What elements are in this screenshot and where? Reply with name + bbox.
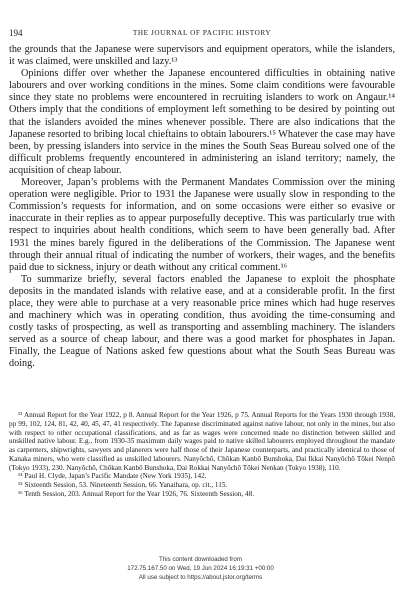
running-head: THE JOURNAL OF PACIFIC HISTORY xyxy=(132,29,272,37)
terms-link[interactable]: All use subject to https://about.jstor.org/terms xyxy=(138,574,263,581)
body-paragraph: Opinions differ over whether the Japanese encountered difficulties in obtaining native labourers and over working conditions in the mines. Some claim conditions were favourable since they state no problems were encountered in recruiting islanders to work on Angaur.¹⁴ Others imply that the conditions of employment left something to be desired by pointing out that the islanders avoided the mines whenever possible. There are also indications that the Japanese resorted to bribing local chieftains to obtain labourers.¹⁵ Whatever the case may have been, by pressing islanders into service in the mines the South Seas Bureau solved one of the difficult problems frequently encountered in administering an island territory; namely, the acquisition of cheap labour. xyxy=(9,68,395,176)
footnotes xyxy=(9,411,395,499)
download-line: 172.75.167.50 on Wed, 19 Jun 2024 16:19:31 +00:00 xyxy=(127,565,274,572)
body-paragraph: To summarize briefly, several factors enabled the Japanese to exploit the phosphate deposits in the mandated islands with relative ease, and at a considerable profit. In the first place, they were able to purchase at a very reasonable price mines which had huge reserves and machinery which was in operating condition, thus avoiding the time-consuming and costly tasks of prospecting, as well as transporting and assembling machinery. The islanders served as a source of cheap labour, and there was a good market for phosphates in Japan. Finally, the League of Nations asked few questions about what the South Seas Bureau was doing. xyxy=(9,273,395,370)
footnote: ¹⁴ Paul H. Clyde, Japan’s Pacific Mandate (New York 1935), 142. xyxy=(18,472,207,481)
page-header xyxy=(9,28,395,40)
body-paragraph: Moreover, Japan’s problems with the Permanent Mandates Commission over the mining operation were negligible. Prior to 1931 the Japanese were usually slow in responding to the Commission’s requests for information, and on some occasions were either so evasive or inaccurate in their replies as to appear purposefully deceptive. This was particularly true with respect to inquiries about health conditions, which seem to have been generally bad. After 1931 the mines barely figured in the deliberations of the Commission. The Japanese went through their annual ritual of indicating the number of workers, their wages, and the benefits paid due to sickness, injury or death without any critical comment.¹⁶ xyxy=(9,177,395,273)
download-line: This content downloaded from xyxy=(159,556,242,563)
article-body xyxy=(9,44,395,371)
page-number: 194 xyxy=(9,28,23,38)
download-notice xyxy=(0,555,401,582)
body-paragraph: the grounds that the Japanese were supervisors and equipment operators, while the islanders, it was claimed, were unskilled and lazy.¹³ xyxy=(9,44,395,68)
footnote: ¹³ Annual Report for the Year 1922, p 8. Annual Report for the Year 1926, p 75. Annual Reports for the Years 1930 through 1938, pp 99, 102, 124, 81, 42, 40, 45, 47, 41 respectively. The Japanese discriminated against native labour, not only in the mines, but also with respect to other occupational classifications, and as far as wages were concerned made no distinction between skilled and unskilled native labour. E.g., from 1930-35 maximum daily wages paid to native skilled labourers employed throughout the mandate as carpenters, shipwrights, sawyers and planerers were half those of their Japanese counterparts, and practically identical to those of Kanaka miners, who were classified as unskilled labourers. Nanyōchō, Chōkan Kanbō Bunshoka, Dai Ikkai Nanyōchō Tōkei Nenpō (Tokyo 1933), 230. Nanyōchō, Chōkan Kanbō Bunshoka, Dai Rokkai Nanyōchō Tōkei Nenkan (Tokyo 1938), 110. xyxy=(9,411,395,472)
footnote: ¹⁶ Tenth Session, 203. Annual Report for the Year 1926, 76. Sixteenth Session, 48. xyxy=(18,489,255,498)
footnote: ¹⁵ Sixteenth Session, 53. Nineteenth Session, 66. Yanaihara, op. cit., 115. xyxy=(18,481,228,489)
